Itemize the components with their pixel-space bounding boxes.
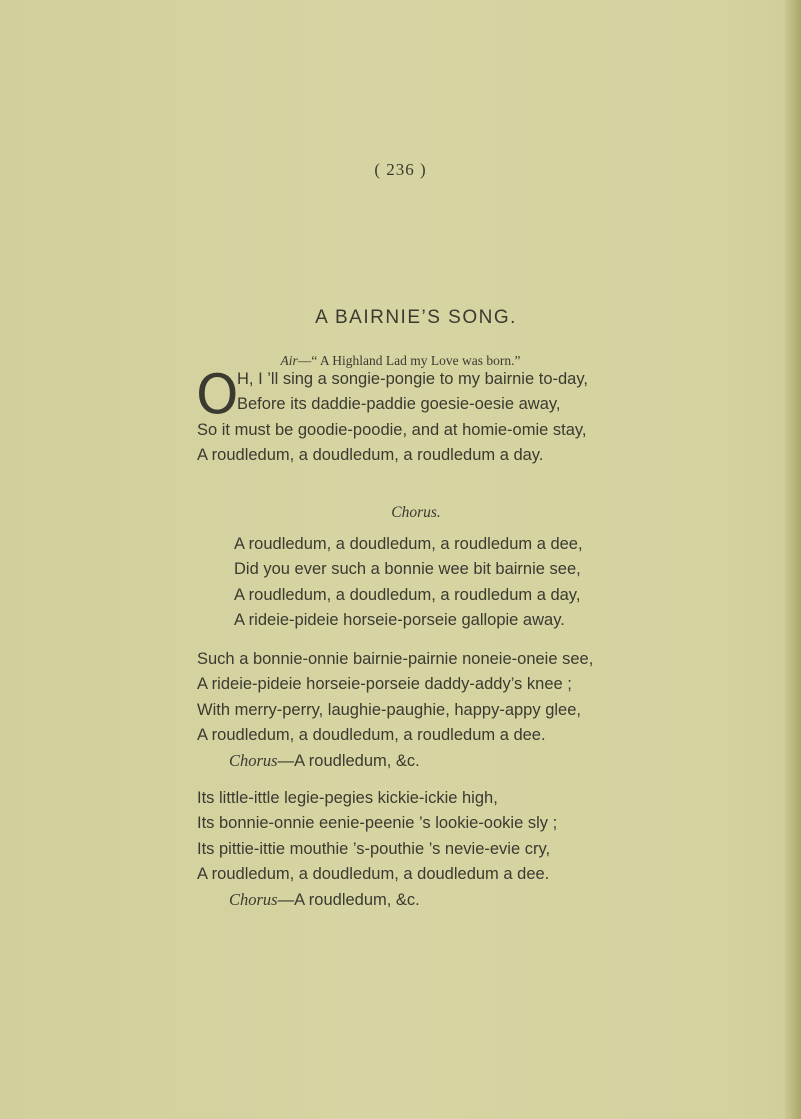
stanza-3-line-3: Its pittie-ittie mouthie ’s-pouthie ’s nevie-evie cry, bbox=[197, 839, 551, 858]
stanza-3 bbox=[197, 786, 557, 913]
stanza-3-line-2: Its bonnie-onnie eenie-peenie ’s lookie-ookie sly ; bbox=[197, 814, 558, 833]
stanza-3-chorus-label: Chorus bbox=[229, 890, 278, 910]
chorus-heading: Chorus. bbox=[391, 504, 441, 521]
chorus-line-3: A roudledum, a doudledum, a roudledum a day, bbox=[234, 585, 581, 604]
stanza-1-line-2: Before its daddie-paddie goesie-oesie away, bbox=[237, 395, 561, 414]
stanza-1 bbox=[0, 363, 588, 468]
chorus-line-4: A rideie-pideie horseie-porseie gallopie away. bbox=[234, 610, 565, 629]
stanza-2-chorus-ref bbox=[197, 748, 593, 774]
stanza-2-line-2: A rideie-pideie horseie-porseie daddy-addy’s knee ; bbox=[197, 675, 572, 694]
stanza-2 bbox=[197, 647, 593, 774]
air-text: —“ A Highland Lad my Love was born.” bbox=[297, 353, 521, 368]
chorus-line-1: A roudledum, a doudledum, a roudledum a dee, bbox=[234, 535, 583, 553]
stanza-2-line-4: A roudledum, a doudledum, a roudledum a dee. bbox=[197, 725, 546, 744]
stanza-3-line-1: Its little-ittle legie-pegies kickie-ickie high, bbox=[197, 789, 498, 807]
stanza-1-line-1: H, I ’ll sing a songie-pongie to my bairnie to-day, bbox=[237, 370, 588, 388]
chorus-line-2: Did you ever such a bonnie wee bit bairnie see, bbox=[234, 560, 581, 579]
stanza-2-line-3: With merry-perry, laughie-paughie, happy-appy glee, bbox=[197, 700, 581, 719]
stanza-1-line-3: So it must be goodie-poodie, and at homie-omie stay, bbox=[197, 420, 587, 439]
air-label: Air bbox=[280, 353, 298, 368]
stanza-2-chorus-label: Chorus bbox=[229, 751, 278, 771]
stanza-1-line-4: A roudledum, a doudledum, a roudledum a day. bbox=[197, 445, 544, 464]
stanza-3-chorus-ref bbox=[197, 887, 557, 913]
stanza-3-line-4: A roudledum, a doudledum, a doudledum a dee. bbox=[197, 864, 550, 883]
stanza-3-chorus-text: —A roudledum, &c. bbox=[277, 891, 420, 910]
poem-title: A BAIRNIE’S SONG. bbox=[315, 307, 517, 328]
stanza-2-chorus-text: —A roudledum, &c. bbox=[277, 752, 420, 771]
stanza-2-line-1: Such a bonnie-onnie bairnie-pairnie noneie-oneie see, bbox=[197, 650, 594, 668]
chorus bbox=[234, 532, 583, 633]
page-number: ( 236 ) bbox=[374, 160, 427, 179]
drop-cap: O bbox=[196, 363, 239, 426]
